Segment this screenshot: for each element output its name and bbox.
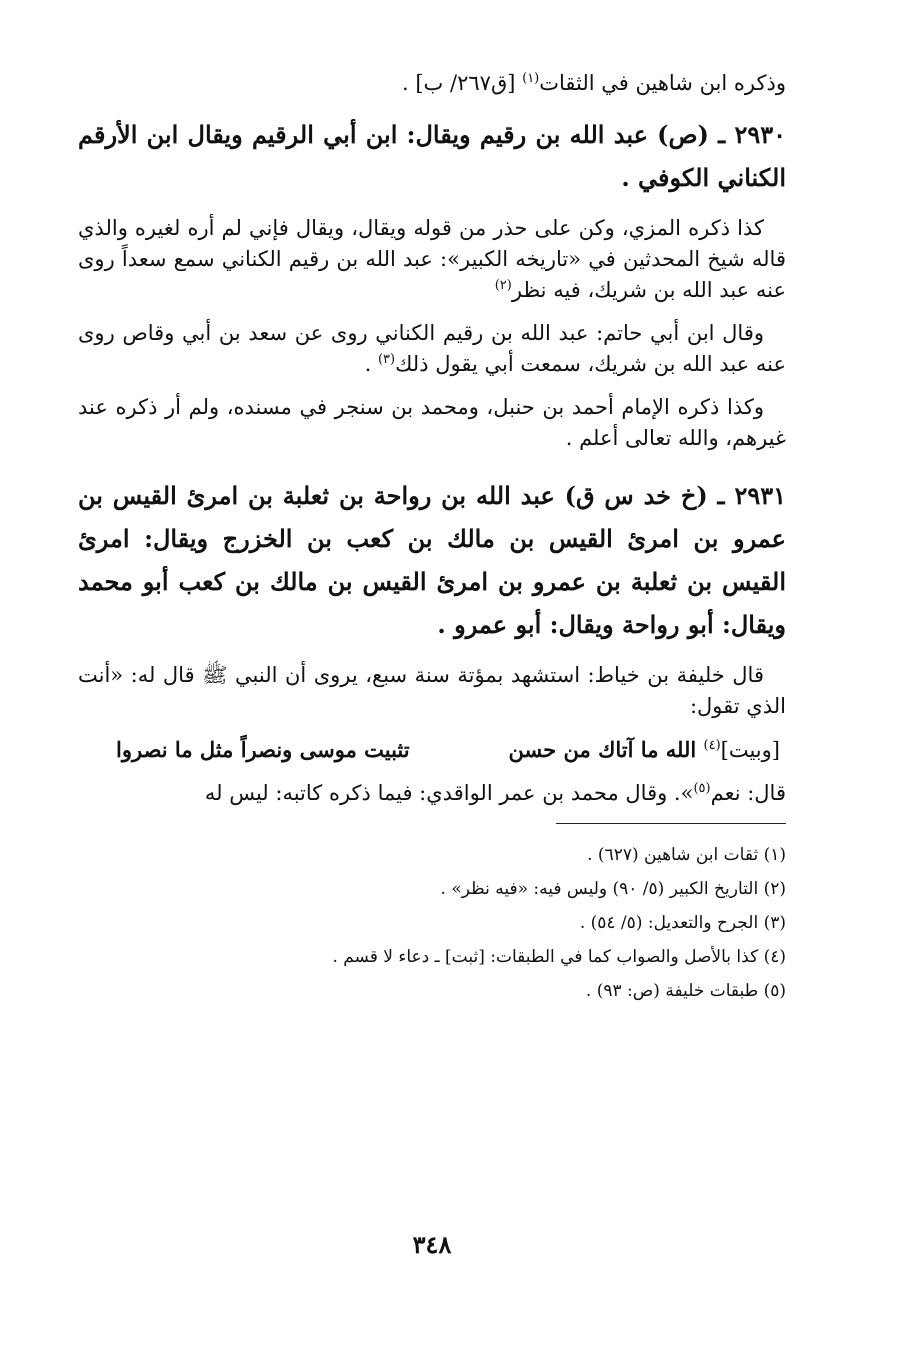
entry-2930-paragraph-1 (78, 213, 786, 306)
footnote-5: (٥) طبقات خليفة (ص: ٩٣) . (585, 981, 786, 1001)
verse-second-hemistich: تثبيت موسى ونصراً مثل ما نصروا (116, 737, 410, 762)
footnote-3: (٣) الجرح والتعديل: (٥/ ٥٤) . (579, 913, 786, 933)
verse-first-hemistich (509, 734, 780, 766)
footnotes (78, 838, 786, 1008)
footnote-ref-4[interactable]: (٤) (703, 738, 721, 753)
entry-2930-paragraph-3: وكذا ذكره الإمام أحمد بن حنبل، ومحمد بن سنجر في مسنده، ولم أر ذكره عند غيرهم، والله تعالى أعلم . (78, 395, 786, 450)
entry-2931-p2-text: ». وقال محمد بن عمر الواقدي: فيما ذكره كاتبه: ليس له (204, 781, 694, 805)
entry-heading-2931: ٢٩٣١ ـ (خ خد س ق) عبد الله بن رواحة بن ثعلبة بن امرئ القيس بن عمرو بن امرئ القيس بن مالك بن كعب بن الخزرج ويقال: امرئ القيس بن ثعلبة بن عمرو بن امرئ القيس بن مالك بن كعب أبو محمد ويقال: أبو رواحة ويقال: أبو عمرو . (78, 481, 787, 639)
entry-2930-p2-tail: . (364, 352, 378, 376)
footnote-ref-3[interactable]: (٣) (377, 352, 396, 367)
intro-folio: [ق٢٦٧/ ب] . (402, 71, 523, 95)
footnote-2: (٢) التاريخ الكبير (٥/ ٩٠) وليس فيه: «فيه نظر» . (440, 879, 786, 899)
footnote-ref-1[interactable]: (١) (522, 71, 540, 86)
footnote-4: (٤) كذا بالأصل والصواب كما في الطبقات: [ثبت] ـ دعاء لا قسم . (332, 947, 786, 967)
entry-heading-2930: ٢٩٣٠ ـ (ص) عبد الله بن رقيم ويقال: ابن أبي الرقيم ويقال ابن الأرقم الكناني الكوفي . (78, 120, 786, 192)
verse-bracket-word: [وبيت] (720, 738, 780, 762)
entry-2930-p2-text: وقال ابن أبي حاتم: عبد الله بن رقيم الكناني روى عن سعد بن أبي وقاص روى عنه عبد الله بن شريك، سمعت أبي يقول ذلك (78, 321, 786, 376)
intro-line (78, 68, 786, 99)
intro-text: وذكره ابن شاهين في الثقات (539, 71, 786, 95)
page-number: ٣٤٨ (412, 1230, 452, 1259)
footnote-1: (١) ثقات ابن شاهين (٦٢٧) . (587, 845, 786, 865)
entry-2931-p2-lead: قال: نعم (710, 781, 786, 805)
footnote-ref-5[interactable]: (٥) (693, 781, 711, 796)
footnote-divider (556, 823, 786, 824)
footnote-ref-2[interactable]: (٢) (494, 278, 512, 293)
poetry-verse (78, 734, 786, 766)
entry-2930-paragraph-2 (78, 318, 786, 380)
page (78, 68, 786, 1318)
verse-first-text: الله ما آتاك من حسن (508, 737, 704, 762)
entry-2930-p1-text: كذا ذكره المزي، وكن على حذر من قوله ويقال، ويقال فإني لم أره لغيره والذي قاله شيخ المحدثين في «تاريخه الكبير»: عبد الله بن رقيم الكناني سمع سعداً روى عنه عبد الله بن شريك، فيه نظر (78, 216, 786, 302)
entry-2931-paragraph-2 (78, 778, 786, 809)
entry-2931-paragraph-1: قال خليفة بن خياط: استشهد بمؤتة سنة سبع، يروى أن النبي ﷺ قال له: «أنت الذي تقول: (78, 663, 786, 718)
